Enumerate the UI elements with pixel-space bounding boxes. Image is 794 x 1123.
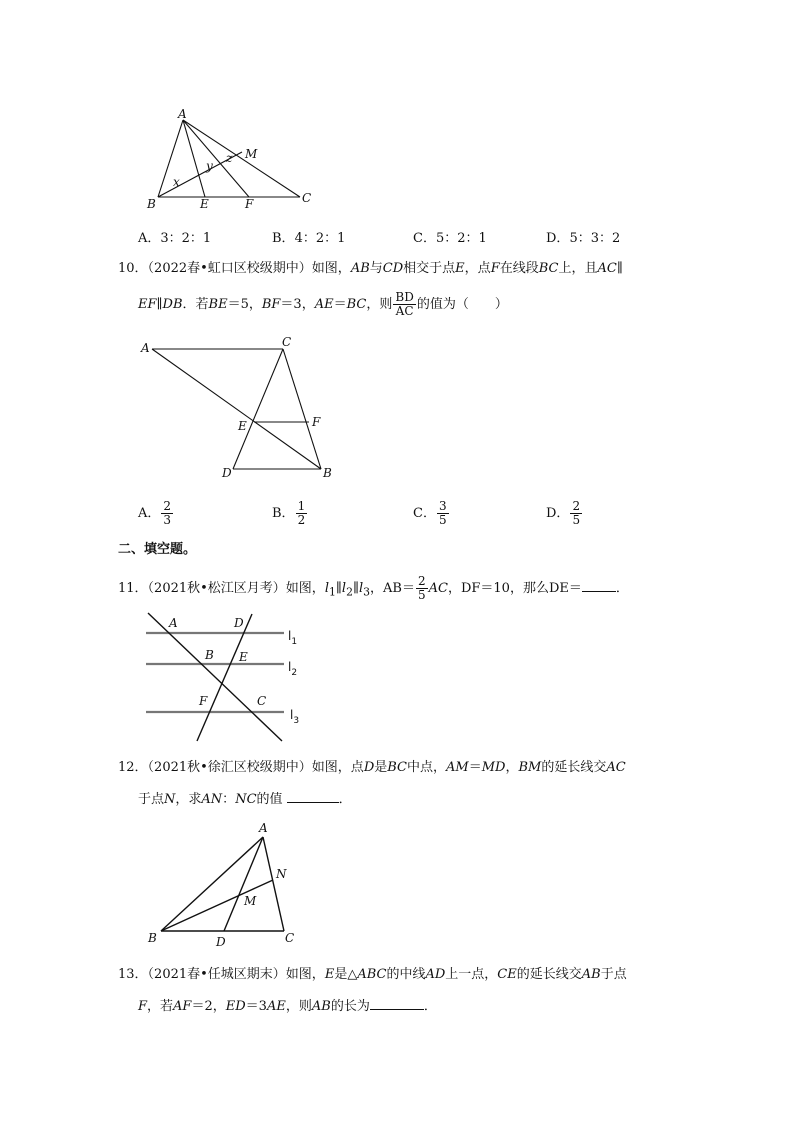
- q12-line2: 于点N，求AN：NC的值 ．: [138, 792, 352, 807]
- label-d: D: [216, 935, 226, 949]
- label-x: x: [173, 175, 180, 189]
- q12-line1: 12．（2021秋•徐汇区校级期中）如图，点D是BC中点，AM＝MD，BM的延长线交AC: [118, 760, 626, 775]
- label-d: D: [234, 616, 244, 630]
- q9-option-b: B．4：2：1: [272, 231, 346, 246]
- label-c: C: [302, 191, 312, 205]
- q10-line1: 10．（2022春•虹口区校级期中）如图，AB与CD相交于点E，点F在线段BC上，且AC∥: [118, 261, 623, 276]
- label-f: F: [245, 197, 254, 211]
- q10-option-a: A． $\frac{2}{3}$: [138, 499, 172, 527]
- label-z: z: [226, 151, 233, 165]
- label-n: N: [276, 867, 287, 881]
- label-e: E: [200, 197, 209, 211]
- q13-line1: 13．（2021春•任城区期末）如图，E是△ABC的中线AD上一点，CE的延长线交AB于点: [118, 967, 627, 982]
- label-b: B: [148, 931, 157, 945]
- label-c: C: [257, 694, 267, 708]
- label-m: M: [244, 894, 257, 908]
- label-a: A: [141, 341, 150, 355]
- label-e: E: [238, 419, 247, 433]
- label-e: E: [239, 650, 248, 664]
- q10-fraction: $\frac{BD}{AC}$: [395, 290, 414, 318]
- label-l1: $l_1$: [288, 629, 298, 647]
- q9-option-c: C．5：2：1: [413, 231, 487, 246]
- q11-text: 11．（2021秋•松江区月考）如图，$l_1\parallel l_2\parallel l_3$，AB＝ $\frac{2}{5}$ AC，DF＝10，那么DE＝ ．: [118, 574, 629, 602]
- label-c: C: [285, 931, 295, 945]
- q10-line2: EF∥DB．若BE＝5，BF＝3，AE＝BC，则 $\frac{BD}{AC}$ 的值为（ ）: [138, 290, 508, 318]
- section-heading: 二、填空题。: [118, 542, 197, 557]
- label-d: D: [222, 466, 232, 480]
- q13-line2: F，若AF＝2，ED＝3AE，则AB的长为 ．: [138, 999, 437, 1014]
- label-m: M: [245, 147, 258, 161]
- q10-option-d: D． $\frac{2}{5}$: [546, 499, 581, 527]
- q10-option-c: C． $\frac{3}{5}$: [413, 499, 447, 527]
- label-y: y: [206, 159, 213, 173]
- label-a: A: [169, 616, 178, 630]
- label-b: B: [205, 648, 214, 662]
- label-b: B: [147, 197, 156, 211]
- label-b: B: [323, 466, 332, 480]
- answer-blank: [370, 997, 424, 1010]
- label-a: A: [178, 107, 187, 121]
- label-l3: $l_3$: [290, 708, 300, 726]
- label-a: A: [259, 821, 268, 835]
- label-f: F: [199, 694, 208, 708]
- q10-option-b: B． $\frac{1}{2}$: [272, 499, 306, 527]
- label-f: F: [312, 415, 321, 429]
- q9-option-a: A．3：2：1: [138, 231, 212, 246]
- q9-option-d: D．5：3：2: [546, 231, 621, 246]
- label-c: C: [282, 335, 292, 349]
- label-l2: $l_2$: [288, 660, 298, 678]
